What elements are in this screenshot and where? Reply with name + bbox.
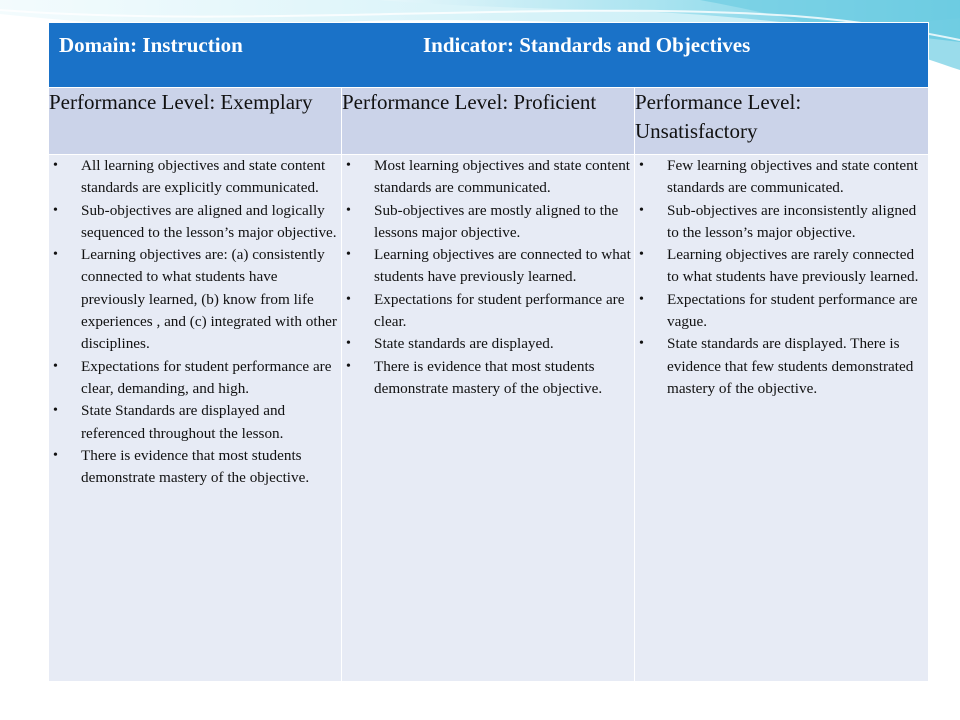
list-item-text: Learning objectives are rarely connected to what students have previously learned. (667, 246, 919, 286)
list-item-text: All learning objectives and state content standards are explicitly communicated. (81, 157, 326, 197)
list-item-text: There is evidence that most students demonstrate mastery of the objective. (81, 446, 310, 487)
level-row (49, 88, 929, 155)
list-item (346, 356, 634, 401)
list-item-text: Learning objectives are: (a) consistently connected to what students have previously learned, (b) know from life experiences , and (c) integrated with other disciplines. (81, 246, 337, 353)
unsatisfactory-criteria (635, 155, 929, 682)
list-item (53, 200, 341, 245)
list-item (346, 155, 634, 200)
bullet-icon: • (53, 403, 58, 419)
criteria-list (342, 155, 634, 400)
proficient-criteria (342, 155, 635, 682)
list-item (639, 155, 928, 200)
list-item (639, 289, 928, 334)
domain-title: Domain: Instruction (59, 33, 243, 57)
list-item (53, 445, 341, 490)
list-item (53, 356, 341, 401)
list-item-text: Sub-objectives are mostly aligned to the lessons major objective. (374, 201, 619, 241)
list-item-text: Learning objectives are connected to what students have previously learned. (374, 246, 631, 286)
list-item (346, 244, 634, 289)
header-cell (49, 23, 929, 88)
list-item (53, 244, 341, 355)
level-proficient: Performance Level: Proficient (342, 88, 635, 155)
bullet-icon: • (639, 158, 644, 173)
list-item-text: There is evidence that most students demonstrate mastery of the objective. (374, 357, 603, 397)
list-item (346, 200, 634, 245)
list-item-text: Sub-objectives are aligned and logically sequenced to the lesson’s major objective. (81, 201, 337, 241)
bullet-icon: • (639, 247, 644, 263)
bullet-icon: • (53, 202, 58, 218)
bullet-icon: • (639, 291, 644, 307)
criteria-list (635, 155, 928, 400)
list-item (639, 200, 928, 245)
list-item (639, 244, 928, 289)
bullet-icon: • (346, 158, 351, 173)
bullet-icon: • (346, 358, 351, 374)
list-item-text: Few learning objectives and state content standards are communicated. (667, 157, 918, 197)
rubric-table (48, 22, 929, 682)
bullet-icon: • (53, 358, 58, 374)
bullet-icon: • (53, 247, 58, 263)
indicator-title: Indicator: Standards and Objectives (423, 33, 751, 57)
bullet-icon: • (639, 336, 644, 352)
list-item-text: State standards are displayed. (374, 335, 554, 353)
list-item-text: Most learning objectives and state content standards are communicated. (374, 157, 631, 197)
bullet-icon: • (639, 202, 644, 218)
bullet-icon: • (53, 447, 58, 463)
list-item (346, 289, 634, 334)
list-item-text: Expectations for student performance are vague. (667, 290, 918, 331)
bullet-icon: • (346, 202, 351, 218)
list-item-text: Sub-objectives are inconsistently aligned to the lesson’s major objective. (667, 201, 917, 241)
bullet-icon: • (346, 336, 351, 352)
list-item-text: Expectations for student performance are clear. (374, 290, 625, 331)
bullet-icon: • (346, 247, 351, 263)
list-item-text: Expectations for student performance are clear, demanding, and high. (81, 357, 332, 397)
list-item-text: State standards are displayed. There is evidence that few students demonstrated mastery of the objective. (667, 335, 914, 397)
list-item (346, 333, 634, 355)
bullet-icon: • (53, 158, 58, 173)
list-item (53, 400, 341, 445)
list-item-text: State Standards are displayed and referenced throughout the lesson. (81, 402, 286, 442)
list-item (53, 155, 341, 200)
level-exemplary: Performance Level: Exemplary (49, 88, 342, 155)
criteria-list (49, 155, 341, 489)
criteria-row (49, 155, 929, 682)
bullet-icon: • (346, 291, 351, 307)
header-row (49, 23, 929, 88)
level-unsatisfactory: Performance Level: Unsatisfactory (635, 88, 929, 155)
exemplary-criteria (49, 155, 342, 682)
list-item (639, 333, 928, 400)
